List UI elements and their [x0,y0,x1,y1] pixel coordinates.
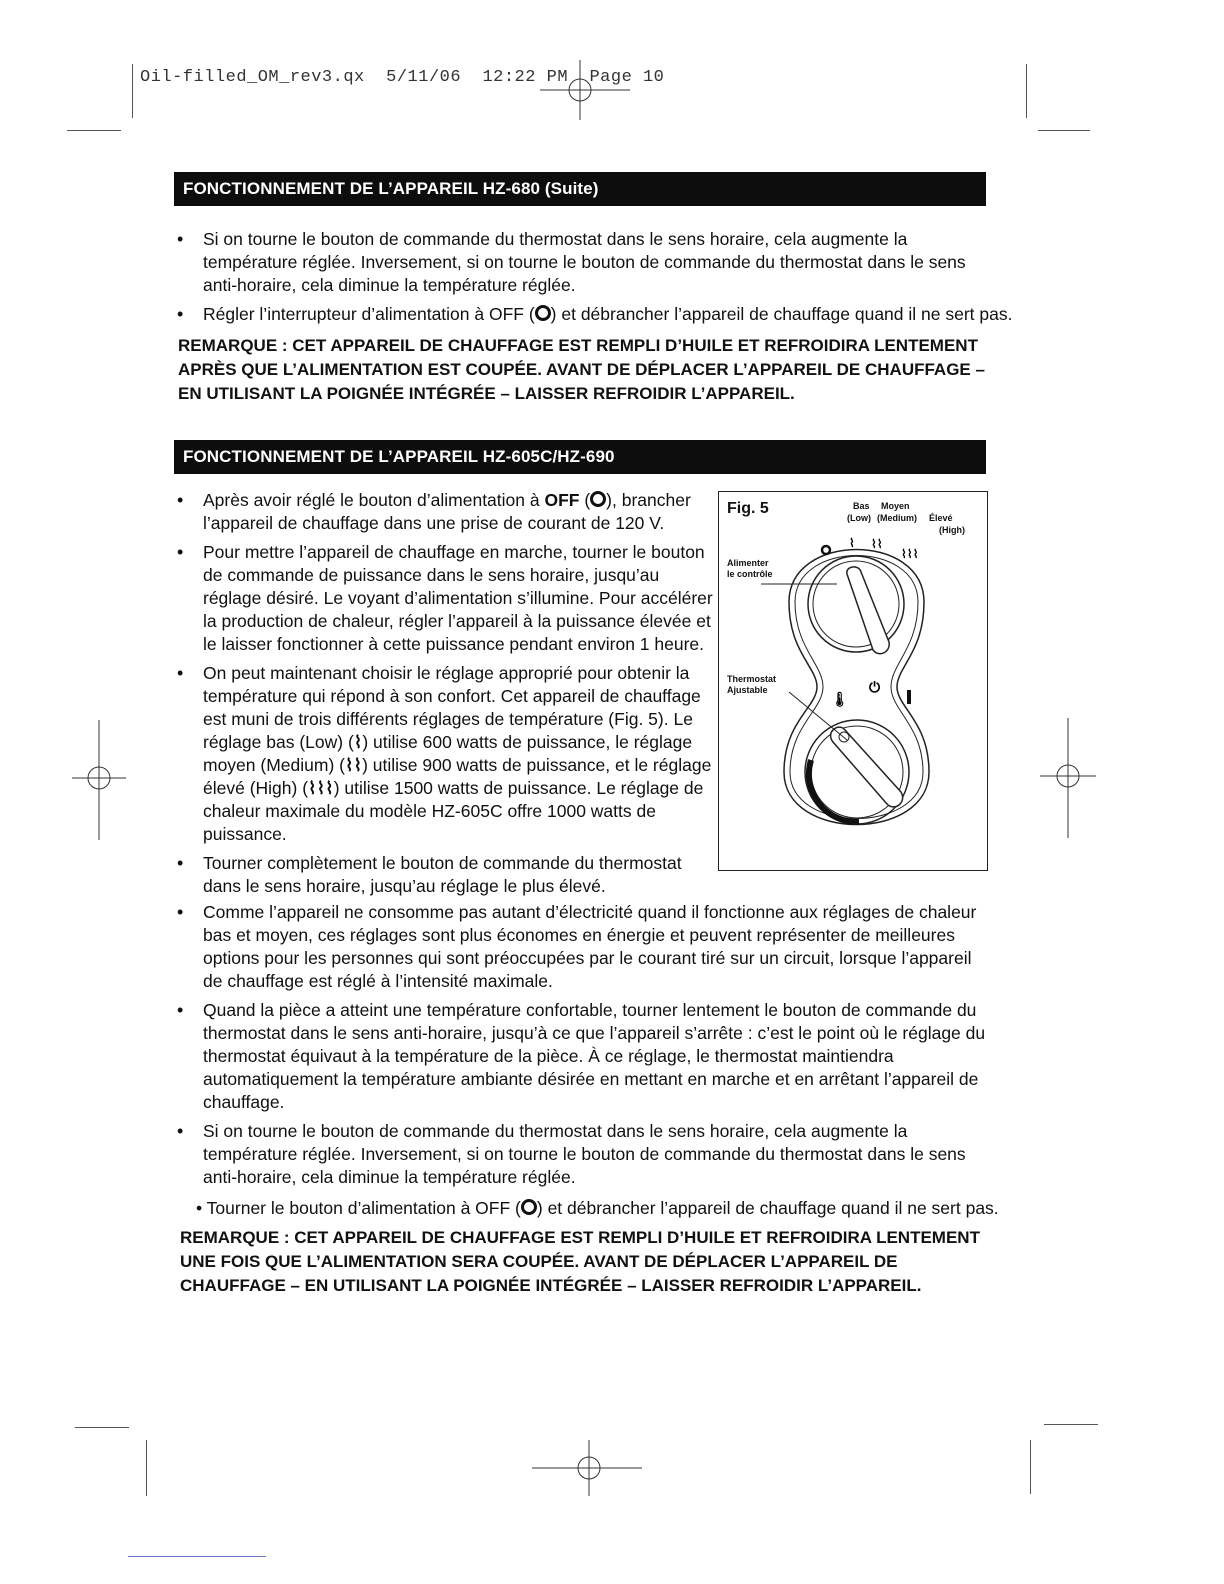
thermostat-range-arc [809,760,859,822]
list-item: • Si on tourne le bouton de commande du thermostat dans le sens horaire, cela augmente la température réglée. Inversement, si on tourne le bouton de commande du thermostat dans le sens anti-horaire, cela diminue la température réglée. [174,1120,989,1189]
bullet-text: Si on tourne le bouton de commande du thermostat dans le sens horaire, cela augmente la température réglée. Inversement, si on tourne le bouton de commande du thermostat dans le sens anti-horaire, cela diminue la température réglée. [203,229,966,295]
heat-wave-2-icon: ⌇⌇ [344,755,363,775]
ring-icon [521,1199,537,1215]
list-item: • Tourner complètement le bouton de commande du thermostat dans le sens horaire, jusqu’au réglage le plus élevé. [174,852,714,898]
list-item: • On peut maintenant choisir le réglage approprié pour obtenir la température qui répond à son confort. Cet appareil de chauffage est muni de trois différents réglages de température (Fig. 5). Le réglage bas (Low) (⌇) utilise 600 watts de puissance, le réglage moyen (Medium) (⌇⌇) utilise 900 watts de puissance, et le réglage élevé (High) (⌇⌇⌇) utilise 1500 watts de puissance. Le réglage de chaleur maximale du modèle HZ-605C offre 1000 watts de puissance. [174,662,714,846]
label-thermostat: Thermostat Ajustable [727,674,777,695]
list-item: • Comme l’appareil ne consomme pas autant d’électricité quand il fonctionne aux réglages de chaleur bas et moyen, ces réglages sont plus économes en énergie et peuvent représenter de meilleures options pour les personnes qui sont préoccupées par le courant tiré sur un circuit, lorsque l’appareil de chauffage est réglé à l’intensité maximale. [174,901,989,993]
crop-mark [67,130,121,131]
registration-mark-icon [540,60,630,120]
list-item: • Après avoir réglé le bouton d’alimentation à OFF ( ), brancher l’appareil de chauffage dans une prise de courant de 120 V. [174,489,714,535]
heat-wave-3-icon: ⌇⌇⌇ [308,778,334,798]
list-item [174,228,993,297]
remark-note-1: REMARQUE : CET APPAREIL DE CHAUFFAGE EST REMPLI D’HUILE ET REFROIDIRA LENTEMENT APRÈS QUE L’ALIMENTATION EST COUPÉE. AVANT DE DÉPLACER L’APPAREIL DE CHAUFFAGE – EN UTILISANT LA POIGNÉE INTÉGRÉE – LAISSER REFROIDIR L’APPAREIL. [178,336,985,403]
label-bas: Bas [853,501,870,511]
section2-bullet-list-narrow [174,489,714,904]
thermometer-low-icon: 🌡 [831,692,849,708]
heat-med-mark-icon: ⌇⌇ [871,537,883,551]
heat-high-mark-icon: ⌇⌇⌇ [901,547,919,561]
crop-mark [75,1427,129,1428]
remark-note-2: REMARQUE : CET APPAREIL DE CHAUFFAGE EST REMPLI D’HUILE ET REFROIDIRA LENTEMENT UNE FOIS QUE L’ALIMENTATION SERA COUPÉE. AVANT DE DÉPLACER L’APPAREIL DE CHAUFFAGE – EN UTILISANT LA POIGNÉE INTÉGRÉE – LAISSER REFROIDIR L’APPAREIL. [180,1228,980,1295]
registration-mark-icon [1040,718,1096,838]
crop-mark [1044,1424,1098,1425]
registration-mark-icon [532,1440,642,1496]
figure-5-control-panel [718,491,988,871]
figure-title: Fig. 5 [727,500,769,517]
thermostat-knob-pointer [831,727,903,807]
label-medium: (Medium) [877,513,917,523]
list-item: • Pour mettre l’appareil de chauffage en marche, tourner le bouton de commande de puissance dans le sens horaire, jusqu’au réglage désiré. Le voyant d’alimentation s’illumine. Pour accélérer la production de chaleur, régler l’appareil à la puissance élevée et le laisser fonctionner à cette puissance pendant environ 1 heure. [174,541,714,656]
crop-mark [1038,130,1090,131]
registration-mark-icon [72,720,126,840]
label-moyen: Moyen [881,501,910,511]
section2-bullet-list-wide [174,901,989,1195]
ring-icon [535,305,551,321]
label-power-control: Alimenter le contrôle [727,558,773,579]
label-low: (Low) [847,513,871,523]
print-slug-line: Oil-filled_OM_rev3.qx 5/11/06 12:22 PM Page 10 [140,68,665,87]
power-icon: ⏻ [869,680,881,696]
list-item [174,303,1014,326]
ring-icon [590,491,606,507]
power-off-instruction: • Tourner le bouton d’alimentation à OFF ( ) et débrancher l’appareil de chauffage quand il ne sert pas. [196,1198,999,1218]
list-item: • Quand la pièce a atteint une température confortable, tourner lentement le bouton de commande du thermostat dans le sens anti-horaire, jusqu’à ce que l’appareil s’arrête : c’est le point où le réglage du thermostat équivaut à la température de la pièce. À ce réglage, le thermostat maintiendra automatiquement la température ambiante désirée en mettant en marche et en arrêtant l’appareil de chauffage. [174,999,989,1114]
crop-mark [146,1440,147,1496]
crop-mark [1026,64,1027,118]
section1-bullet-list [174,228,1014,332]
crop-mark [1030,1440,1031,1494]
section-heading-hz680: FONCTIONNEMENT DE L’APPAREIL HZ-680 (Suite) [174,172,986,206]
off-mark-icon [822,546,830,554]
bullet-text: Régler l’interrupteur d’alimentation à OFF ( [203,304,535,324]
crop-mark [132,64,133,118]
heat-wave-1-icon: ⌇ [353,732,363,752]
control-panel-drawing [719,492,987,870]
label-high: (High) [939,525,965,535]
power-knob-pointer [847,567,889,654]
heat-low-mark-icon: ⌇ [849,536,855,550]
thermometer-high-icon [907,690,911,704]
label-eleve: Élevé [929,513,953,523]
bullet-text: ) et débrancher l’appareil de chauffage quand il ne sert pas. [550,304,1013,324]
crop-mark [128,1556,266,1557]
section-heading-hz605c-hz690: FONCTIONNEMENT DE L’APPAREIL HZ-605C/HZ-690 [174,440,986,474]
